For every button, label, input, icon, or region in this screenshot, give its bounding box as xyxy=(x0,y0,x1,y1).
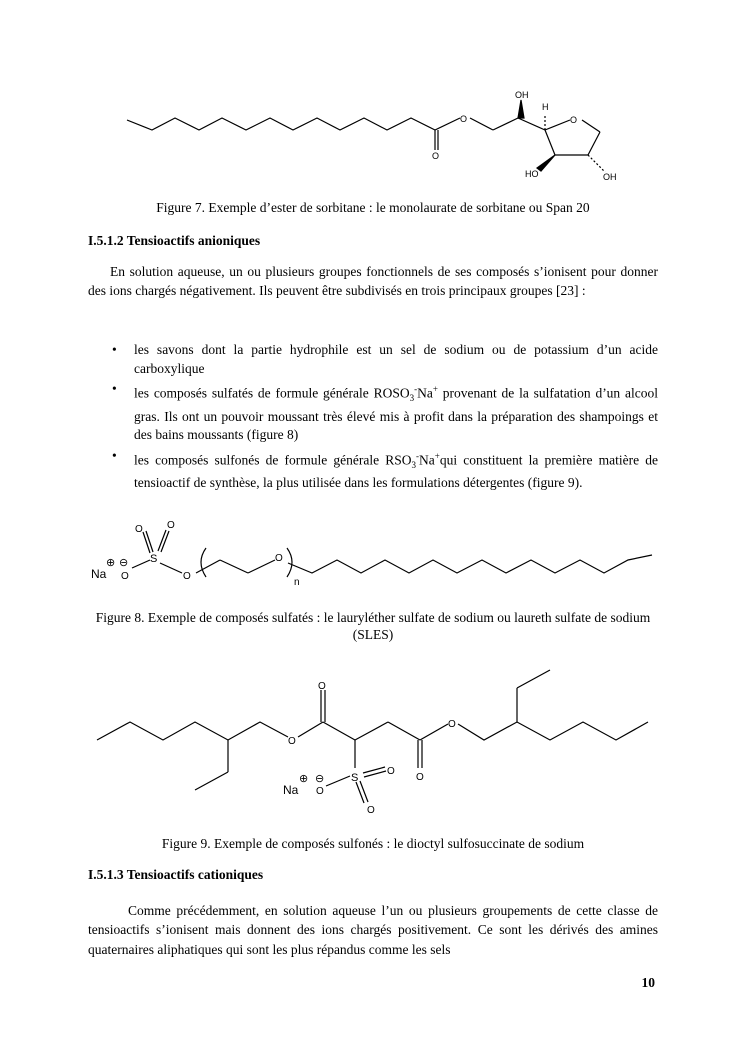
fig8-n: n xyxy=(294,577,300,588)
figure-7-structure xyxy=(0,0,745,200)
figure-8-structure xyxy=(0,515,745,595)
bullet-glyph: • xyxy=(112,342,117,357)
formula-charge: - xyxy=(414,384,418,394)
alkyl-chain-9-left xyxy=(97,722,288,740)
fig7-oh-top: OH xyxy=(515,90,529,100)
cationic-intro-paragraph: Comme précédemment, en solution aqueuse l’un ou plusieurs groupements de cette classe de tensioactifs s’ionisent mais donnent des ions chargés positivement. Ce sont les dérivés des amines quaternaires aliphatiques qui sont les plus répandus comme les sels xyxy=(88,903,658,957)
fig9-o-carbonyl-2: O xyxy=(416,772,424,783)
fig9-o-carbonyl-1: O xyxy=(318,681,326,692)
bullet-item-sulfonates xyxy=(88,447,658,493)
fig8-s: S xyxy=(150,553,158,565)
fig9-o-sulfonyl-1: O xyxy=(387,766,395,777)
page-number: 10 xyxy=(641,975,655,990)
figure-9-structure xyxy=(0,660,745,820)
fig8-na: Na xyxy=(91,567,107,581)
formula-na: Na xyxy=(419,452,435,468)
fig7-o-carbonyl: O xyxy=(432,151,440,161)
fig8-o-2: O xyxy=(167,520,175,531)
bullet-glyph: • xyxy=(112,447,117,463)
alkyl-chain-8 xyxy=(288,555,652,573)
fig7-o-ring: O xyxy=(570,115,578,125)
fig8-plus: ⊕ xyxy=(106,557,116,569)
figure-7-caption: Figure 7. Exemple d’ester de sorbitane : le monolaurate de sorbitane ou Span 20 xyxy=(156,200,590,215)
formula-na: Na xyxy=(417,385,433,401)
bullet-text-post: qui constituent la première matière de tensioactif de synthèse, la plus utilisée dans les formulations détergentes (figure 9). xyxy=(134,452,659,491)
fig8-minus: ⊖ xyxy=(119,557,129,569)
bullet-text-pre: les composés sulfatés de formule générale ROSO xyxy=(134,385,410,401)
bullet-item-savons xyxy=(88,341,658,378)
formula-charge: - xyxy=(416,450,420,461)
fig9-s: S xyxy=(351,772,359,784)
formula-subscript: 3 xyxy=(409,393,415,404)
fig9-o-sulfonyl-2: O xyxy=(367,805,375,816)
fig9-minus: ⊖ xyxy=(315,773,325,785)
fig7-h: H xyxy=(542,102,549,112)
anionic-intro-paragraph: En solution aqueuse, un ou plusieurs groupes fonctionnels de ses composés s’ionisent pour donner des ions chargés négativement. Ils peuvent être subdivisés en trois principaux groupes [23] : xyxy=(88,264,658,299)
bullet-item-sulfates xyxy=(88,380,658,445)
formula-subscript: 3 xyxy=(411,459,417,470)
fig8-o-anion: O xyxy=(121,571,129,582)
fig7-ho-left: HO xyxy=(525,169,539,179)
bullet-text-pre: les composés sulfonés de formule générale RSO xyxy=(134,452,412,468)
fig9-o-anion: O xyxy=(316,786,324,797)
alkyl-chain-7 xyxy=(127,118,460,130)
formula-charge: + xyxy=(432,384,438,394)
bullet-text: les savons dont la partie hydrophile est un sel de sodium ou de potassium d’un acide carboxylique xyxy=(134,342,658,376)
anionic-bullet-list xyxy=(88,341,658,495)
formula-charge: + xyxy=(434,450,440,461)
figure-8-caption: Figure 8. Exemple de composés sulfatés : le lauryléther sulfate de sodium ou laureth sulfate de sodium (SLES) xyxy=(95,610,651,642)
fig9-o-ester-1: O xyxy=(288,736,296,747)
section-heading-anionic: I.5.1.2 Tensioactifs anioniques xyxy=(88,233,261,248)
bullet-text-post: provenant de la sulfatation d’un alcool gras. Ils ont un pouvoir moussant très élevé mis à profit dans la préparation des shampoings et des bains moussants (figure 8) xyxy=(134,385,658,443)
figure-9-caption: Figure 9. Exemple de composés sulfonés : le dioctyl sulfosuccinate de sodium xyxy=(161,836,585,851)
fig8-o-chain: O xyxy=(275,553,283,564)
fig7-o-ester: O xyxy=(460,114,468,124)
fig8-o-ether: O xyxy=(183,571,191,582)
section-heading-cationic: I.5.1.3 Tensioactifs cationiques xyxy=(88,867,264,882)
bullet-glyph: • xyxy=(112,381,117,396)
fig8-o-1: O xyxy=(135,524,143,535)
fig9-plus: ⊕ xyxy=(299,773,309,785)
fig7-oh-right: OH xyxy=(603,172,617,182)
fig9-na: Na xyxy=(283,783,299,797)
alkyl-chain-9-right xyxy=(458,722,648,740)
fig9-o-ester-2: O xyxy=(448,719,456,730)
